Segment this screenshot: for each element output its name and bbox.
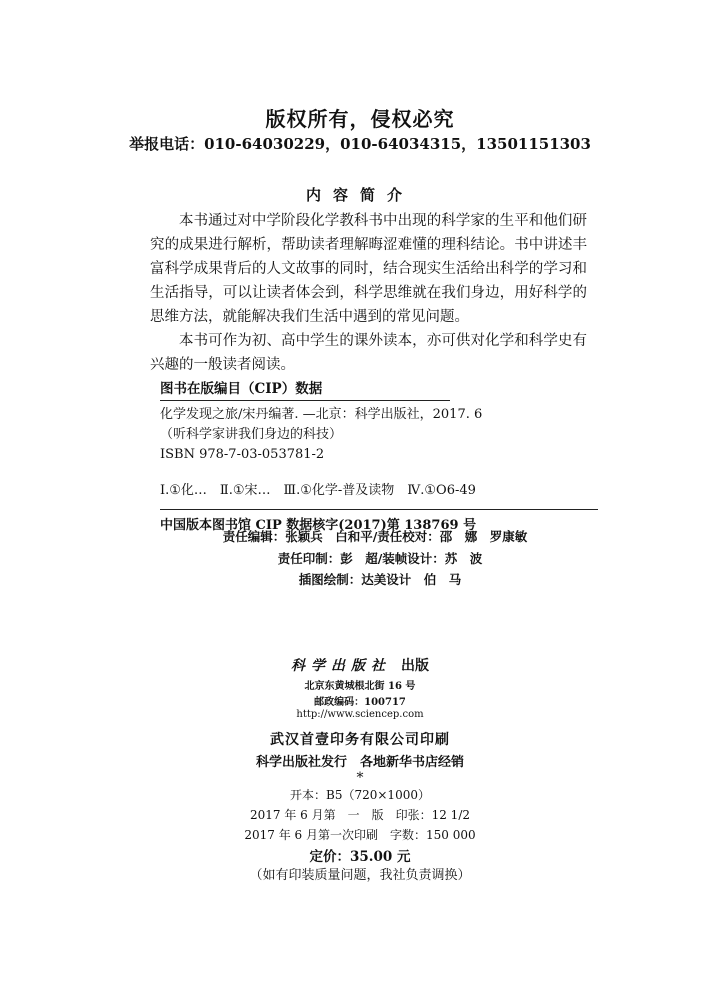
summary-paragraph: 本书通过对中学阶段化学教科书中出现的科学家的生平和他们研究的成果进行解析，帮助读者理解晦涩难懂的理科结论。书中讲述丰富科学成果背后的人文故事的同时，结合现实生活给出科学的学习和生活指导，可以让读者体会到，科学思维就在我们身边，用好科学的思维方法，就能解决我们生活中遇到的常见问题。 [150,213,587,325]
cip-title-line: 化学发现之旅/宋丹编著. —北京：科学出版社，2017. 6 [160,407,483,422]
cip-series-line: （听科学家讲我们身边的科技） [160,427,343,442]
publisher-postcode: 邮政编码：100717 [314,697,406,708]
cip-record-number: 中国版本图书馆 CIP 数据核字(2017)第 138769 号 [160,518,477,533]
distribution: 科学出版社发行 各地新华书店经销 [255,755,464,770]
editors-line-1: 责任编辑：张颖兵 白和平/责任校对：邵 娜 罗康敏 [222,529,528,544]
publisher-address: 北京东黄城根北街 16 号 [304,681,416,692]
cip-heading: 图书在版编目（CIP）数据 [160,377,450,401]
publisher-website: http://www.sciencep.com [296,709,424,720]
star-separator: * [356,770,364,786]
cip-isbn: ISBN 978-7-03-053781-2 [160,447,325,462]
printer: 武汉首壹印务有限公司印刷 [270,732,450,748]
publisher-logo: 科学出版社 [291,658,391,674]
report-hotline: 举报电话：010-64030229，010-64034315，13501151303 [129,135,591,153]
cip-data-block [160,377,600,536]
book-format: 开本：B5（720×1000） [290,788,430,802]
summary-body [150,209,587,377]
cip-classification: Ⅰ.①化… Ⅱ.①宋… Ⅲ.①化学-普及读物 Ⅳ.①O6-49 [160,483,476,498]
editors-line-3: 插图绘制：达美设计 伯 马 [298,572,462,587]
editors-line-2: 责任印制：彭 超/装帧设计：苏 波 [277,551,483,566]
edition-info: 2017 年 6 月第 一 版 印张：12 1/2 [249,808,470,822]
publisher-line [0,655,720,675]
summary-paragraph: 本书可作为初、高中学生的课外读本，亦可供对化学和科学史有兴趣的一般读者阅读。 [150,333,587,373]
impression-info: 2017 年 6 月第一次印刷 字数：150 000 [244,828,476,842]
copyright-notice: 版权所有，侵权必究 [265,107,455,131]
summary-heading: 内容简介 [305,186,414,204]
publisher-suffix: 出版 [401,658,429,674]
cip-divider [160,509,598,510]
quality-notice: （如有印装质量问题，我社负责调换） [249,868,471,883]
price: 定价：35.00 元 [309,849,411,865]
